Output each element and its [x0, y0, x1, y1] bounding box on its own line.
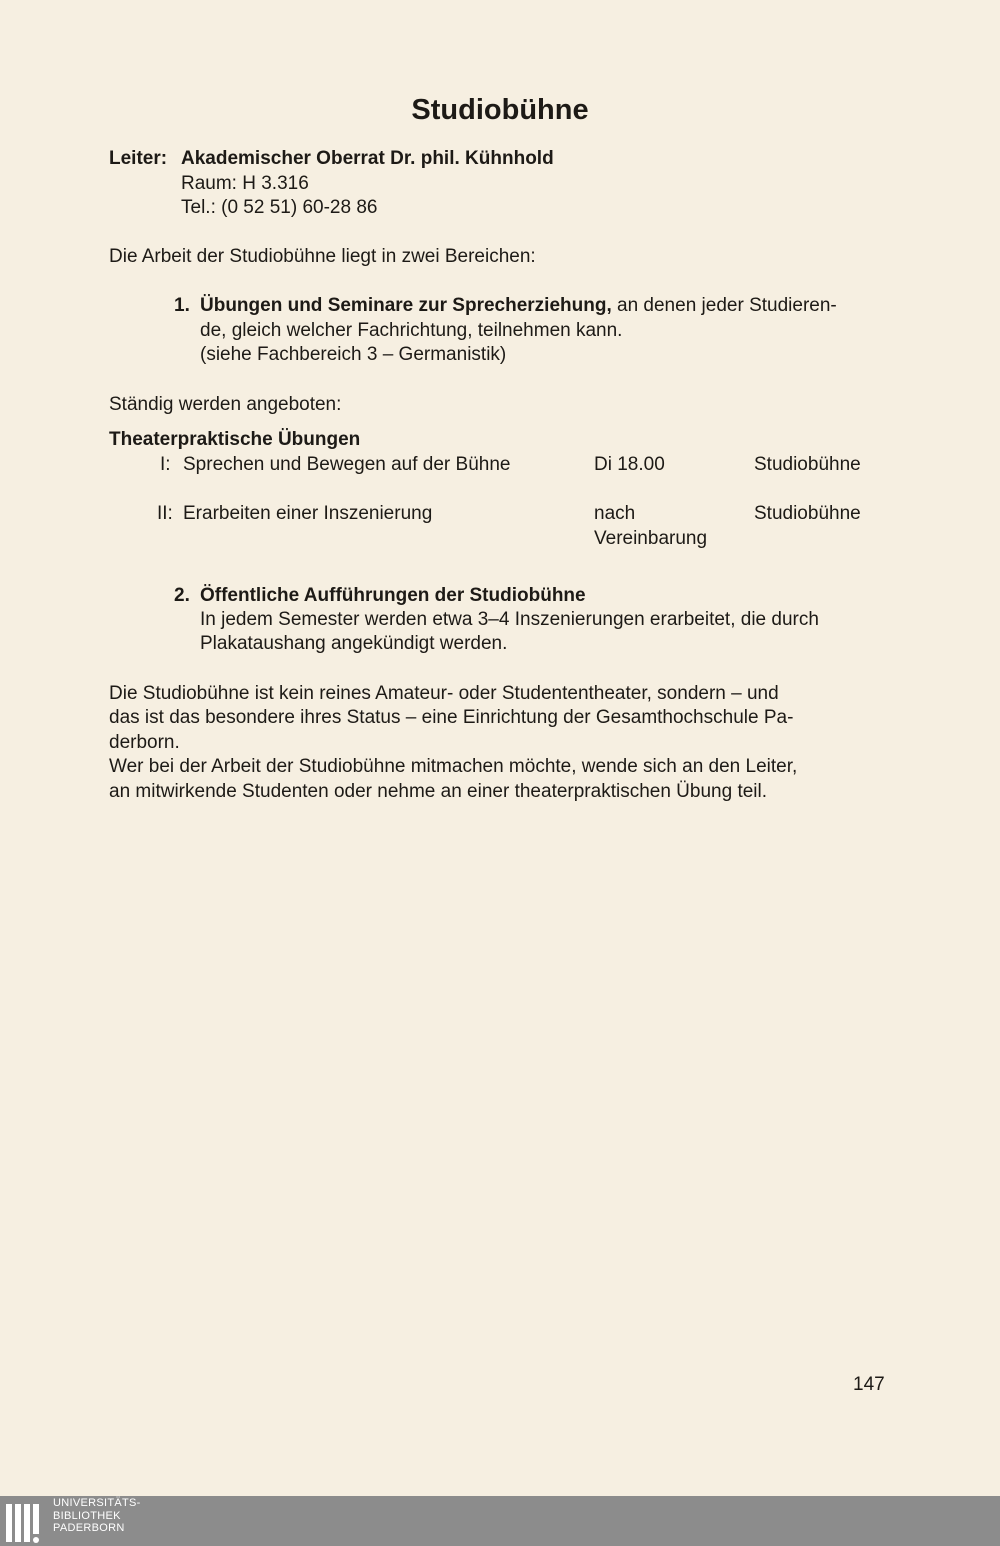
leiter-room: Raum: H 3.316 — [181, 173, 309, 194]
course-place: Studiobühne — [754, 454, 861, 475]
library-footer — [0, 1496, 1000, 1546]
section2-line1: In jedem Semester werden etwa 3–4 Inszenierungen erarbeitet, die durch — [200, 609, 819, 630]
course-place: Studiobühne — [754, 503, 861, 524]
intro-text: Die Arbeit der Studiobühne liegt in zwei Bereichen: — [109, 246, 536, 267]
page-title: Studiobühne — [411, 94, 589, 126]
library-name-line3: PADERBORN — [53, 1522, 125, 1534]
closing-line2: das ist das besondere ihres Status – eine Einrichtung der Gesamthochschule Pa- — [109, 707, 794, 728]
section1-line3: (siehe Fachbereich 3 – Germanistik) — [200, 344, 507, 365]
section1-line1-rest: an denen jeder Studieren- — [611, 295, 837, 316]
leiter-label: Leiter: — [109, 148, 168, 169]
theater-heading: Theaterpraktische Übungen — [109, 429, 361, 450]
section1-line1 — [200, 294, 837, 319]
closing-line1: Die Studiobühne ist kein reines Amateur- oder Studententheater, sondern – und — [109, 683, 779, 704]
leiter-phone: Tel.: (0 52 51) 60-28 86 — [181, 197, 378, 218]
library-name — [53, 1497, 141, 1535]
course-time-line2: Vereinbarung — [594, 528, 708, 549]
section1-heading: Übungen und Seminare zur Sprecherziehung, — [200, 295, 612, 316]
section2-heading: Öffentliche Aufführungen der Studiobühne — [200, 585, 586, 606]
offered-text: Ständig werden angeboten: — [109, 394, 342, 415]
course-number: I: — [160, 454, 171, 475]
library-name-line1: UNIVERSITÄTS- — [53, 1497, 141, 1509]
closing-line5: an mitwirkende Studenten oder nehme an einer theaterpraktischen Übung teil. — [109, 781, 768, 802]
course-number: II: — [157, 503, 173, 524]
library-name-line2: BIBLIOTHEK — [53, 1509, 121, 1522]
course-title: Sprechen und Bewegen auf der Bühne — [183, 454, 511, 475]
section1-line2: de, gleich welcher Fachrichtung, teilnehmen kann. — [200, 320, 623, 341]
closing-line4: Wer bei der Arbeit der Studiobühne mitmachen möchte, wende sich an den Leiter, — [109, 756, 798, 777]
course-title: Erarbeiten einer Inszenierung — [183, 503, 433, 524]
page-number: 147 — [853, 1374, 885, 1395]
course-time: Di 18.00 — [594, 454, 665, 475]
library-logo-icon — [6, 1504, 46, 1542]
leiter-name: Akademischer Oberrat Dr. phil. Kühnhold — [181, 148, 554, 169]
course-time: nach — [594, 503, 636, 524]
closing-line3: derborn. — [109, 732, 180, 753]
section2-line2: Plakataushang angekündigt werden. — [200, 633, 508, 654]
section1-number: 1. — [174, 295, 190, 316]
section2-number: 2. — [174, 585, 190, 606]
